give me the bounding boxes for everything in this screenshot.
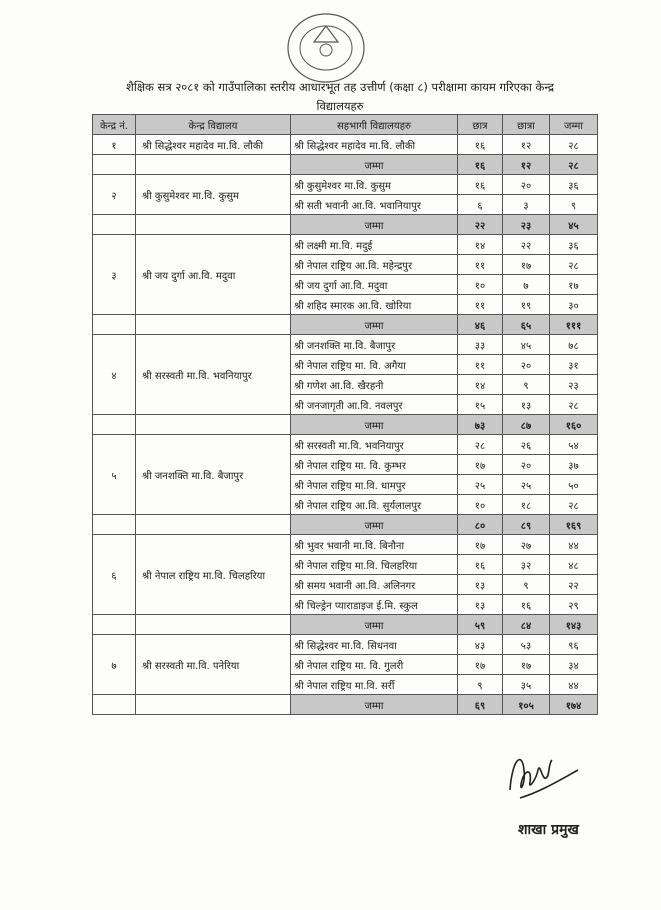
total-count: २३ <box>550 375 598 395</box>
boys-count: १६ <box>458 555 503 575</box>
total-count: ४४ <box>550 675 598 695</box>
table-header-row <box>93 115 598 135</box>
total-count: ७८ <box>550 335 598 355</box>
center-number: ६ <box>93 535 136 615</box>
total-boys: २२ <box>458 215 503 235</box>
participant-school-name: श्री जय दुर्गा आ.वि. मदुवा <box>291 275 458 295</box>
total-total: १७४ <box>550 695 598 715</box>
girls-count: १३ <box>503 395 550 415</box>
total-row <box>93 415 598 435</box>
total-count: १७ <box>550 275 598 295</box>
boys-count: ११ <box>458 255 503 275</box>
participant-school-name: श्री सिद्धेश्वर महादेव मा.वि. लौकी <box>291 135 458 155</box>
center-school-name: श्री सरस्वती मा.वि. भवनियापुर <box>136 335 291 415</box>
total-girls: ८९ <box>503 515 550 535</box>
girls-count: २२ <box>503 235 550 255</box>
empty-cell <box>136 695 291 715</box>
total-total: १६० <box>550 415 598 435</box>
center-number: २ <box>93 175 136 215</box>
participant-school-name: श्री नेपाल राष्ट्रिय मा.वि. सर्री <box>291 675 458 695</box>
total-boys: ८० <box>458 515 503 535</box>
col-center-no: केन्द्र नं. <box>93 115 136 135</box>
participant-school-name: श्री नेपाल राष्ट्रिय मा. वि. अगैया <box>291 355 458 375</box>
signature-title: शाखा प्रमुख <box>518 822 579 838</box>
girls-count: ३ <box>503 195 550 215</box>
girls-count: १२ <box>503 135 550 155</box>
total-boys: ४६ <box>458 315 503 335</box>
boys-count: १४ <box>458 235 503 255</box>
girls-count: २७ <box>503 535 550 555</box>
table-row <box>93 435 598 455</box>
signature <box>500 740 580 810</box>
participant-school-name: श्री नेपाल राष्ट्रिय मा.वि. चिलहरिया <box>291 555 458 575</box>
center-number: १ <box>93 135 136 155</box>
total-count: २८ <box>550 395 598 415</box>
total-girls: १२ <box>503 155 550 175</box>
table-row <box>93 535 598 555</box>
boys-count: ९ <box>458 675 503 695</box>
total-count: ५० <box>550 475 598 495</box>
girls-count: ५३ <box>503 635 550 655</box>
girls-count: २५ <box>503 475 550 495</box>
total-row <box>93 315 598 335</box>
participant-school-name: श्री लक्ष्मी मा.वि. मदुई <box>291 235 458 255</box>
total-total: ४५ <box>550 215 598 235</box>
girls-count: २० <box>503 455 550 475</box>
girls-count: २० <box>503 355 550 375</box>
total-row <box>93 615 598 635</box>
boys-count: १३ <box>458 575 503 595</box>
center-number: ३ <box>93 235 136 315</box>
total-total: १११ <box>550 315 598 335</box>
girls-count: ७ <box>503 275 550 295</box>
total-count: ३७ <box>550 455 598 475</box>
table-row <box>93 235 598 255</box>
girls-count: ९ <box>503 575 550 595</box>
boys-count: ११ <box>458 295 503 315</box>
total-count: २२ <box>550 575 598 595</box>
boys-count: १० <box>458 495 503 515</box>
col-total: जम्मा <box>550 115 598 135</box>
total-label: जम्मा <box>291 695 458 715</box>
participant-school-name: श्री नेपाल राष्ट्रिय मा. वि. कुम्भर <box>291 455 458 475</box>
total-row <box>93 695 598 715</box>
boys-count: २५ <box>458 475 503 495</box>
boys-count: ११ <box>458 355 503 375</box>
girls-count: २६ <box>503 435 550 455</box>
empty-cell <box>93 215 136 235</box>
col-participant-schools: सहभागी विद्यालयहरु <box>291 115 458 135</box>
total-label: जम्मा <box>291 515 458 535</box>
girls-count: १७ <box>503 655 550 675</box>
girls-count: १६ <box>503 595 550 615</box>
empty-cell <box>93 695 136 715</box>
empty-cell <box>136 315 291 335</box>
center-school-name: श्री नेपाल राष्ट्रिय मा.वि. चिलहरिया <box>136 535 291 615</box>
boys-count: १४ <box>458 375 503 395</box>
total-row <box>93 155 598 175</box>
total-girls: ८७ <box>503 415 550 435</box>
total-count: २८ <box>550 135 598 155</box>
total-boys: ५९ <box>458 615 503 635</box>
table-row <box>93 335 598 355</box>
center-school-name: श्री जनशक्ति मा.वि. बैजापुर <box>136 435 291 515</box>
total-count: ३४ <box>550 655 598 675</box>
boys-count: ३३ <box>458 335 503 355</box>
total-label: जम्मा <box>291 315 458 335</box>
girls-count: १९ <box>503 295 550 315</box>
empty-cell <box>93 155 136 175</box>
girls-count: ९ <box>503 375 550 395</box>
title-line-2: विद्यालयहरु <box>316 99 364 113</box>
empty-cell <box>136 215 291 235</box>
total-count: ९ <box>550 195 598 215</box>
center-number: ७ <box>93 635 136 695</box>
table-row <box>93 135 598 155</box>
total-label: जम्मा <box>291 155 458 175</box>
boys-count: १३ <box>458 595 503 615</box>
participant-school-name: श्री नेपाल राष्ट्रिय आ.वि. सुर्यलालपुर <box>291 495 458 515</box>
participant-school-name: श्री सिद्धेश्वर मा.वि. सिधनवा <box>291 635 458 655</box>
empty-cell <box>93 315 136 335</box>
participant-school-name: श्री नेपाल राष्ट्रिय मा.वि. धामपुर <box>291 475 458 495</box>
boys-count: ४३ <box>458 635 503 655</box>
col-center-school: केन्द्र विद्यालय <box>136 115 291 135</box>
document-title <box>60 78 620 116</box>
boys-count: १६ <box>458 175 503 195</box>
total-girls: १०५ <box>503 695 550 715</box>
total-girls: ८४ <box>503 615 550 635</box>
boys-count: २८ <box>458 435 503 455</box>
total-count: २९ <box>550 595 598 615</box>
empty-cell <box>93 415 136 435</box>
total-total: १६९ <box>550 515 598 535</box>
total-boys: १६ <box>458 155 503 175</box>
girls-count: १७ <box>503 255 550 275</box>
boys-count: ६ <box>458 195 503 215</box>
participant-school-name: श्री समय भवानी आ.वि. अलिनगर <box>291 575 458 595</box>
table-row <box>93 175 598 195</box>
total-row <box>93 215 598 235</box>
boys-count: १७ <box>458 655 503 675</box>
center-school-name: श्री कुसुमेश्वर मा.वि. कुसुम <box>136 175 291 215</box>
girls-count: ३५ <box>503 675 550 695</box>
total-label: जम्मा <box>291 215 458 235</box>
participant-school-name: श्री सती भवानी आ.वि. भवानियापुर <box>291 195 458 215</box>
total-count: ३६ <box>550 235 598 255</box>
empty-cell <box>136 615 291 635</box>
total-girls: २३ <box>503 215 550 235</box>
boys-count: १७ <box>458 535 503 555</box>
total-boys: ६९ <box>458 695 503 715</box>
title-line-1: शैक्षिक सत्र २०८१ को गाउँपालिका स्तरीय आधारभूत तह उत्तीर्ण (कक्षा ८) परीक्षामा कायम गरिएका केन्द्र <box>126 80 554 94</box>
empty-cell <box>136 415 291 435</box>
exam-center-table <box>92 114 598 715</box>
girls-count: २० <box>503 175 550 195</box>
empty-cell <box>93 515 136 535</box>
total-count: ३६ <box>550 175 598 195</box>
center-number: ४ <box>93 335 136 415</box>
total-girls: ६५ <box>503 315 550 335</box>
participant-school-name: श्री नेपाल राष्ट्रिय मा. वि. गुलरी <box>291 655 458 675</box>
empty-cell <box>136 155 291 175</box>
total-count: ३० <box>550 295 598 315</box>
center-school-name: श्री सिद्धेश्वर महादेव मा.वि. लौकी <box>136 135 291 155</box>
total-count: ३१ <box>550 355 598 375</box>
total-count: २८ <box>550 495 598 515</box>
total-count: ९६ <box>550 635 598 655</box>
boys-count: १७ <box>458 455 503 475</box>
total-boys: ७३ <box>458 415 503 435</box>
total-label: जम्मा <box>291 415 458 435</box>
total-count: ४८ <box>550 555 598 575</box>
girls-count: ३२ <box>503 555 550 575</box>
participant-school-name: श्री शहिद स्मारक आ.वि. खोरिया <box>291 295 458 315</box>
boys-count: १६ <box>458 135 503 155</box>
participant-school-name: श्री चिल्ड्रेन प्याराडाइज ई.मि. स्कुल <box>291 595 458 615</box>
total-count: ५४ <box>550 435 598 455</box>
participant-school-name: श्री भुवर भवानी मा.वि. बिनौना <box>291 535 458 555</box>
total-count: ४४ <box>550 535 598 555</box>
participant-school-name: श्री गणेश आ.वि. खैरहनी <box>291 375 458 395</box>
col-boys: छात्र <box>458 115 503 135</box>
girls-count: ४५ <box>503 335 550 355</box>
total-row <box>93 515 598 535</box>
boys-count: १० <box>458 275 503 295</box>
empty-cell <box>136 515 291 535</box>
center-number: ५ <box>93 435 136 515</box>
girls-count: १८ <box>503 495 550 515</box>
participant-school-name: श्री जनजागृती आ.वि. नवलपुर <box>291 395 458 415</box>
total-label: जम्मा <box>291 615 458 635</box>
participant-school-name: श्री नेपाल राष्ट्रिय आ.वि. महेन्द्रपुर <box>291 255 458 275</box>
center-school-name: श्री सरस्वती मा.वि. पनेरिया <box>136 635 291 695</box>
total-count: २८ <box>550 255 598 275</box>
total-total: २८ <box>550 155 598 175</box>
participant-school-name: श्री कुसुमेश्वर मा.वि. कुसुम <box>291 175 458 195</box>
total-total: १४३ <box>550 615 598 635</box>
table-row <box>93 635 598 655</box>
col-girls: छात्रा <box>503 115 550 135</box>
office-seal <box>278 8 374 88</box>
participant-school-name: श्री जनशक्ति मा.वि. बैजापुर <box>291 335 458 355</box>
boys-count: १५ <box>458 395 503 415</box>
center-school-name: श्री जय दुर्गा आ.वि. मदुवा <box>136 235 291 315</box>
participant-school-name: श्री सरस्वती मा.वि. भवनियापुर <box>291 435 458 455</box>
empty-cell <box>93 615 136 635</box>
